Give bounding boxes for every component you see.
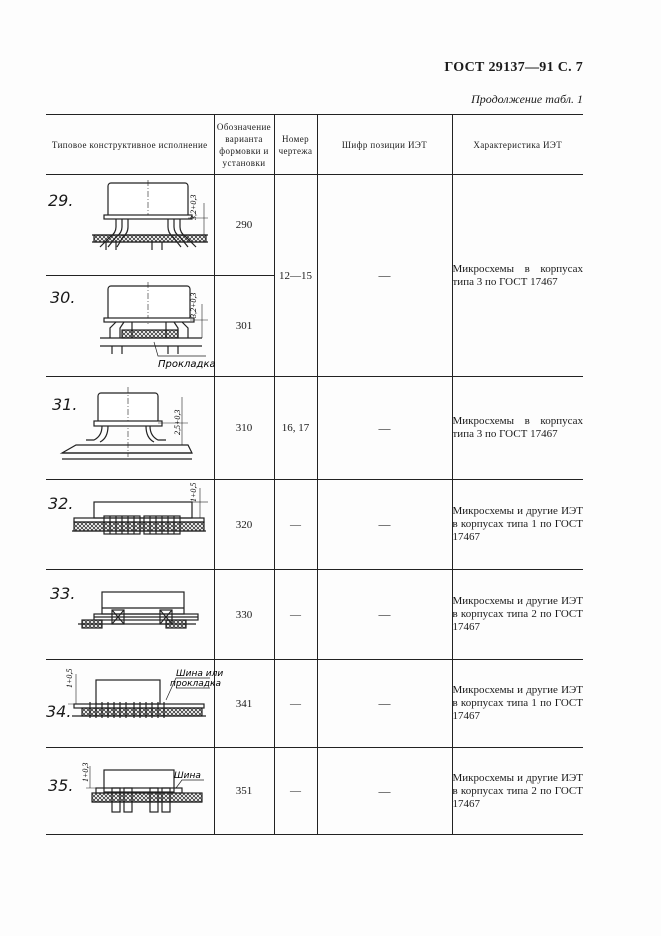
variant-cell: 290 [214, 175, 274, 276]
drawing-number-cell: — [274, 748, 317, 835]
construction-drawing-29 [46, 175, 214, 275]
page-header: ГОСТ 29137—91 С. 7 [444, 60, 583, 75]
col-header-design: Типовое конструктивное исполнение [46, 115, 214, 175]
drawing-cell-33 [46, 570, 214, 660]
variant-cell: 301 [214, 276, 274, 377]
col-header-position: Шифр позиции ИЭТ [317, 115, 452, 175]
table-row [46, 175, 583, 276]
drawing-cell-29 [46, 175, 214, 276]
position-cell: — [317, 748, 452, 835]
drawing-cell-30 [46, 276, 214, 377]
drawing-cell-31 [46, 377, 214, 480]
drawing-number-cell: — [274, 480, 317, 570]
bus-label: Шина [174, 771, 201, 781]
dimension-label: 2,5+0,3 [173, 409, 182, 435]
item-number: 31. [52, 395, 78, 414]
position-cell: — [317, 175, 452, 377]
variant-cell: 320 [214, 480, 274, 570]
table-header-row [46, 115, 583, 175]
table-continuation: Продолжение табл. 1 [471, 92, 583, 106]
construction-drawing-31 [46, 377, 214, 479]
dimension-label: 1+0,5 [189, 482, 198, 502]
gasket-label: прокладка [170, 679, 221, 689]
variant-cell: 351 [214, 748, 274, 835]
characteristic-cell: Микросхемы и другие ИЭТ в корпусах типа 1 по ГОСТ 17467 [452, 480, 583, 570]
item-number: 33. [50, 584, 76, 603]
drawing-cell-35 [46, 748, 214, 835]
item-number: 30. [50, 288, 76, 307]
item-number: 34. [46, 702, 72, 721]
position-cell: — [317, 377, 452, 480]
position-cell: — [317, 480, 452, 570]
item-number: 29. [48, 191, 74, 210]
dimension-label: 3,2+0,3 [189, 194, 198, 220]
characteristic-cell: Микросхемы и другие ИЭТ в корпусах типа 2 по ГОСТ 17467 [452, 570, 583, 660]
variant-cell: 330 [214, 570, 274, 660]
item-number: 35. [48, 776, 74, 795]
dimension-label: 3,2+0,3 [189, 292, 198, 318]
dimension-label: 1+0,3 [81, 762, 90, 782]
drawing-cell-34 [46, 660, 224, 748]
col-header-characteristic: Характеристика ИЭТ [452, 115, 583, 175]
drawing-number-cell: — [274, 570, 317, 660]
drawing-number-cell: 16, 17 [274, 377, 317, 480]
bus-label: Шина или [176, 669, 224, 679]
variant-cell: 341 [214, 660, 274, 748]
characteristic-cell: Микросхемы и другие ИЭТ в корпусах типа 2 по ГОСТ 17467 [452, 748, 583, 835]
col-header-drawing: Номер чертежа [274, 115, 317, 175]
table-row [46, 748, 583, 835]
table-row [46, 660, 583, 748]
drawing-cell-32 [46, 480, 214, 570]
drawing-number-cell: 12—15 [274, 175, 317, 377]
position-cell: — [317, 660, 452, 748]
construction-table [46, 114, 583, 835]
characteristic-cell: Микросхемы в корпусах типа 3 по ГОСТ 17467 [452, 175, 583, 377]
characteristic-cell: Микросхемы в корпусах типа 3 по ГОСТ 17467 [452, 377, 583, 480]
col-header-variant: Обозначение варианта формовки и установки [214, 115, 274, 175]
position-cell: — [317, 570, 452, 660]
variant-cell: 310 [214, 377, 274, 480]
item-number: 32. [48, 494, 74, 513]
characteristic-cell: Микросхемы и другие ИЭТ в корпусах типа 1 по ГОСТ 17467 [452, 660, 583, 748]
drawing-number-cell: — [274, 660, 317, 748]
table-row [46, 377, 583, 480]
table-row [46, 570, 583, 660]
gasket-label: Прокладка [158, 359, 216, 370]
dimension-label: 1+0,5 [65, 668, 74, 688]
table-row [46, 480, 583, 570]
